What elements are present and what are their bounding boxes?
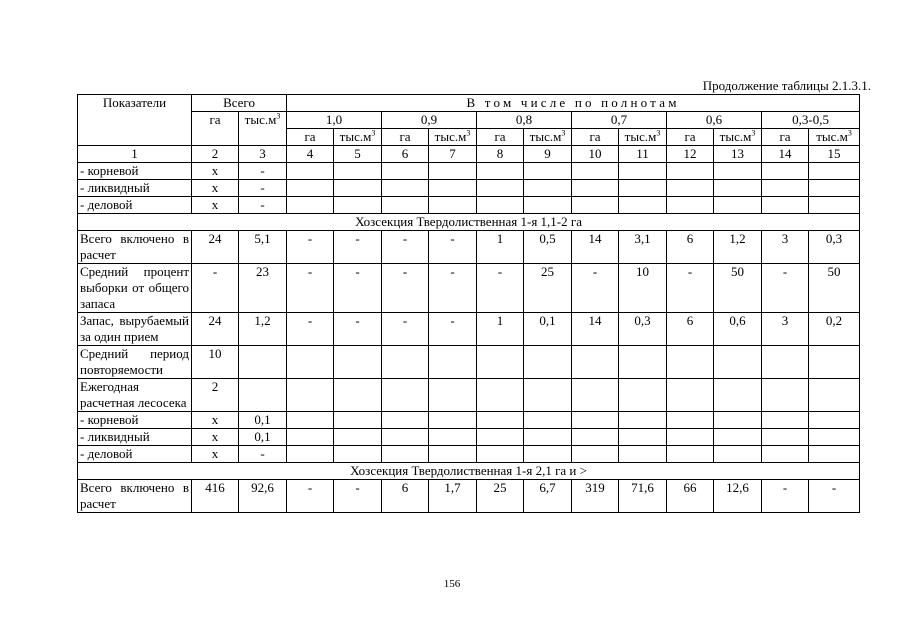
table-row: [78, 480, 860, 513]
table-cell: [334, 197, 382, 214]
column-number: 9: [524, 146, 572, 163]
table-cell: [809, 429, 860, 446]
table-cell: [762, 163, 809, 180]
header-unit-volume: $тыс.м^3$: [524, 129, 572, 146]
table-cell: 1,7: [429, 480, 477, 513]
table-cell: [524, 197, 572, 214]
table-cell: [762, 379, 809, 412]
table-cell: [287, 197, 334, 214]
table-cell: 92,6: [239, 480, 287, 513]
table-cell: 0,2: [809, 313, 860, 346]
section-title: Хозсекция Твердолиственная 1-я 1,1-2 га: [78, 214, 860, 231]
table-cell: -: [429, 231, 477, 264]
table-cell: 6: [667, 313, 714, 346]
table-cell: [572, 446, 619, 463]
table-cell: [714, 429, 762, 446]
table-cell: [429, 446, 477, 463]
table-cell: 14: [572, 231, 619, 264]
table-cell: [524, 346, 572, 379]
table-cell: [809, 412, 860, 429]
table-cell: [667, 197, 714, 214]
header-total-ha: га: [192, 112, 239, 146]
table-cell: [714, 412, 762, 429]
table-cell: [619, 163, 667, 180]
table-row: [78, 180, 860, 197]
table-cell: [809, 446, 860, 463]
header-unit-ha: га: [762, 129, 809, 146]
table-cell: 1: [477, 313, 524, 346]
table-cell: x: [192, 180, 239, 197]
table-cell: [762, 412, 809, 429]
table-cell: [239, 346, 287, 379]
table-cell: -: [287, 480, 334, 513]
table-cell: [714, 446, 762, 463]
row-label: Средний процент выборки от общего запаса: [78, 264, 192, 313]
table-cell: [287, 446, 334, 463]
header-row-2: [78, 112, 860, 129]
table-cell: 66: [667, 480, 714, 513]
table-cell: [287, 346, 334, 379]
table-cell: [572, 412, 619, 429]
table-cell: [382, 197, 429, 214]
table-cell: [429, 429, 477, 446]
table-cell: [429, 180, 477, 197]
table-cell: [809, 346, 860, 379]
table-row: [78, 313, 860, 346]
header-density-6: 0,3-0,5: [762, 112, 860, 129]
row-label: Всего включено в расчет: [78, 231, 192, 264]
table-cell: -: [287, 313, 334, 346]
header-by-density: В том числе по полнотам: [287, 95, 860, 112]
table-cell: [619, 180, 667, 197]
table-cell: [524, 446, 572, 463]
data-table: [77, 94, 860, 513]
header-unit-ha: га: [287, 129, 334, 146]
row-label: Ежегодная расчетная лесосека: [78, 379, 192, 412]
table-cell: [714, 379, 762, 412]
table-cell: -: [809, 480, 860, 513]
row-label: - корневой: [78, 163, 192, 180]
page-number: 156: [443, 578, 461, 590]
column-number: 11: [619, 146, 667, 163]
table-row: [78, 412, 860, 429]
row-label: Запас, вырубаемый за один прием: [78, 313, 192, 346]
table-cell: [667, 346, 714, 379]
table-cell: [334, 446, 382, 463]
table-cell: [429, 163, 477, 180]
table-cell: 0,1: [239, 412, 287, 429]
table-cell: [477, 429, 524, 446]
table-cell: -: [334, 231, 382, 264]
table-cell: 0,3: [809, 231, 860, 264]
table-cell: 2: [192, 379, 239, 412]
table-cell: 0,3: [619, 313, 667, 346]
table-row: [78, 163, 860, 180]
header-row-1: [78, 95, 860, 112]
table-cell: [619, 446, 667, 463]
table-cell: [287, 379, 334, 412]
header-density-3: 0,8: [477, 112, 572, 129]
table-cell: x: [192, 412, 239, 429]
table-cell: [667, 180, 714, 197]
row-label: - корневой: [78, 412, 192, 429]
table-row: [78, 264, 860, 313]
table-cell: [239, 379, 287, 412]
table-cell: [809, 379, 860, 412]
table-cell: [287, 429, 334, 446]
table-row: [78, 379, 860, 412]
header-density-5: 0,6: [667, 112, 762, 129]
table-cell: [524, 163, 572, 180]
table-cell: [477, 197, 524, 214]
table-cell: [287, 412, 334, 429]
row-label: - ликвидный: [78, 180, 192, 197]
table-cell: 24: [192, 313, 239, 346]
table-cell: 50: [714, 264, 762, 313]
table-cell: [429, 197, 477, 214]
table-cell: [572, 429, 619, 446]
table-cell: [714, 163, 762, 180]
table-cell: 1: [477, 231, 524, 264]
table-cell: 71,6: [619, 480, 667, 513]
table-cell: -: [572, 264, 619, 313]
table-cell: [382, 180, 429, 197]
table-cell: [809, 180, 860, 197]
table-cell: x: [192, 197, 239, 214]
table-cell: 10: [192, 346, 239, 379]
table-cell: [429, 346, 477, 379]
column-number: 7: [429, 146, 477, 163]
table-cell: 3: [762, 231, 809, 264]
column-number: 8: [477, 146, 524, 163]
column-number: 3: [239, 146, 287, 163]
column-number: 6: [382, 146, 429, 163]
table-cell: 1,2: [714, 231, 762, 264]
header-total-volume: $тыс.м^3$: [239, 112, 287, 146]
table-cell: [477, 412, 524, 429]
table-cell: [667, 446, 714, 463]
table-cell: [762, 197, 809, 214]
table-cell: [382, 446, 429, 463]
table-cell: 416: [192, 480, 239, 513]
table-cell: [334, 163, 382, 180]
column-number: 14: [762, 146, 809, 163]
table-cell: [524, 180, 572, 197]
column-number: 13: [714, 146, 762, 163]
table-cell: x: [192, 163, 239, 180]
table-cell: -: [667, 264, 714, 313]
table-row: [78, 231, 860, 264]
header-density-2: 0,9: [382, 112, 477, 129]
table-cell: [619, 429, 667, 446]
table-cell: [667, 163, 714, 180]
header-unit-volume: $тыс.м^3$: [714, 129, 762, 146]
table-cell: x: [192, 429, 239, 446]
column-number: 5: [334, 146, 382, 163]
table-cell: 6: [382, 480, 429, 513]
table-cell: -: [382, 264, 429, 313]
header-unit-ha: га: [667, 129, 714, 146]
section-title: Хозсекция Твердолиственная 1-я 2,1 га и >: [78, 463, 860, 480]
table-cell: -: [334, 264, 382, 313]
column-number-row: [78, 146, 860, 163]
column-number: 2: [192, 146, 239, 163]
table-cell: 10: [619, 264, 667, 313]
table-cell: 3: [762, 313, 809, 346]
table-cell: [714, 180, 762, 197]
table-cell: 12,6: [714, 480, 762, 513]
table-cell: -: [287, 231, 334, 264]
table-cell: [572, 346, 619, 379]
header-unit-volume: $тыс.м^3$: [429, 129, 477, 146]
header-unit-volume: $тыс.м^3$: [334, 129, 382, 146]
column-number: 10: [572, 146, 619, 163]
table-cell: [619, 197, 667, 214]
table-cell: -: [382, 231, 429, 264]
table-caption: Продолжение таблицы 2.1.3.1.: [702, 78, 871, 93]
header-unit-volume: $тыс.м^3$: [619, 129, 667, 146]
table-cell: 3,1: [619, 231, 667, 264]
table-cell: [524, 412, 572, 429]
table-cell: [334, 379, 382, 412]
table-cell: 0,5: [524, 231, 572, 264]
table-cell: [572, 379, 619, 412]
table-cell: 1,2: [239, 313, 287, 346]
table-cell: 5,1: [239, 231, 287, 264]
table-cell: [334, 412, 382, 429]
table-row: [78, 446, 860, 463]
table-cell: [667, 412, 714, 429]
table-cell: [382, 163, 429, 180]
table-cell: -: [762, 264, 809, 313]
section-row: [78, 214, 860, 231]
row-label: - деловой: [78, 446, 192, 463]
table-cell: -: [239, 180, 287, 197]
table-cell: [477, 379, 524, 412]
row-label: Средний период повторяемости: [78, 346, 192, 379]
header-unit-ha: га: [572, 129, 619, 146]
header-unit-ha: га: [382, 129, 429, 146]
table-cell: 0,1: [239, 429, 287, 446]
table-cell: -: [334, 313, 382, 346]
header-total: Всего: [192, 95, 287, 112]
table-cell: [334, 346, 382, 379]
row-label: - ликвидный: [78, 429, 192, 446]
table-cell: [477, 346, 524, 379]
table-cell: [477, 180, 524, 197]
table-cell: 14: [572, 313, 619, 346]
table-cell: [619, 412, 667, 429]
table-row: [78, 197, 860, 214]
table-cell: [762, 429, 809, 446]
table-cell: [382, 346, 429, 379]
table-cell: -: [382, 313, 429, 346]
table-cell: [382, 429, 429, 446]
table-cell: [382, 412, 429, 429]
table-cell: [334, 429, 382, 446]
table-cell: 25: [524, 264, 572, 313]
column-number: 4: [287, 146, 334, 163]
table-cell: [809, 163, 860, 180]
table-cell: 23: [239, 264, 287, 313]
header-unit-volume: $тыс.м^3$: [809, 129, 860, 146]
table-cell: [809, 197, 860, 214]
header-density-1: 1,0: [287, 112, 382, 129]
column-number: 12: [667, 146, 714, 163]
table-cell: [334, 180, 382, 197]
table-cell: -: [429, 264, 477, 313]
table-cell: [429, 412, 477, 429]
table-cell: x: [192, 446, 239, 463]
table-cell: 50: [809, 264, 860, 313]
table-row: [78, 429, 860, 446]
table-cell: -: [334, 480, 382, 513]
row-label: - деловой: [78, 197, 192, 214]
table-cell: 319: [572, 480, 619, 513]
table-cell: [382, 379, 429, 412]
column-number: 15: [809, 146, 860, 163]
row-label: Всего включено в расчет: [78, 480, 192, 513]
table-cell: [477, 446, 524, 463]
table-cell: [714, 197, 762, 214]
table-cell: [619, 346, 667, 379]
table-cell: [477, 163, 524, 180]
table-cell: [524, 379, 572, 412]
table-cell: [287, 163, 334, 180]
section-row: [78, 463, 860, 480]
table-cell: [762, 346, 809, 379]
table-cell: 6: [667, 231, 714, 264]
column-number: 1: [78, 146, 192, 163]
table-cell: [572, 163, 619, 180]
table-cell: [762, 446, 809, 463]
table-cell: -: [762, 480, 809, 513]
table-cell: [429, 379, 477, 412]
table-cell: [287, 180, 334, 197]
table-cell: [714, 346, 762, 379]
table-cell: [667, 429, 714, 446]
table-cell: -: [192, 264, 239, 313]
header-unit-ha: га: [477, 129, 524, 146]
table-cell: [762, 180, 809, 197]
table-row: [78, 346, 860, 379]
table-cell: -: [287, 264, 334, 313]
table-cell: 0,1: [524, 313, 572, 346]
table-cell: 6,7: [524, 480, 572, 513]
table-cell: -: [239, 163, 287, 180]
header-density-4: 0,7: [572, 112, 667, 129]
table-cell: [667, 379, 714, 412]
table-cell: [524, 429, 572, 446]
table-cell: [572, 180, 619, 197]
header-indicators: Показатели: [78, 95, 192, 146]
table-cell: [619, 379, 667, 412]
table-cell: 0,6: [714, 313, 762, 346]
table-cell: [572, 197, 619, 214]
table-cell: -: [477, 264, 524, 313]
table-cell: -: [429, 313, 477, 346]
table-cell: 24: [192, 231, 239, 264]
table-cell: 25: [477, 480, 524, 513]
table-cell: -: [239, 446, 287, 463]
table-cell: -: [239, 197, 287, 214]
